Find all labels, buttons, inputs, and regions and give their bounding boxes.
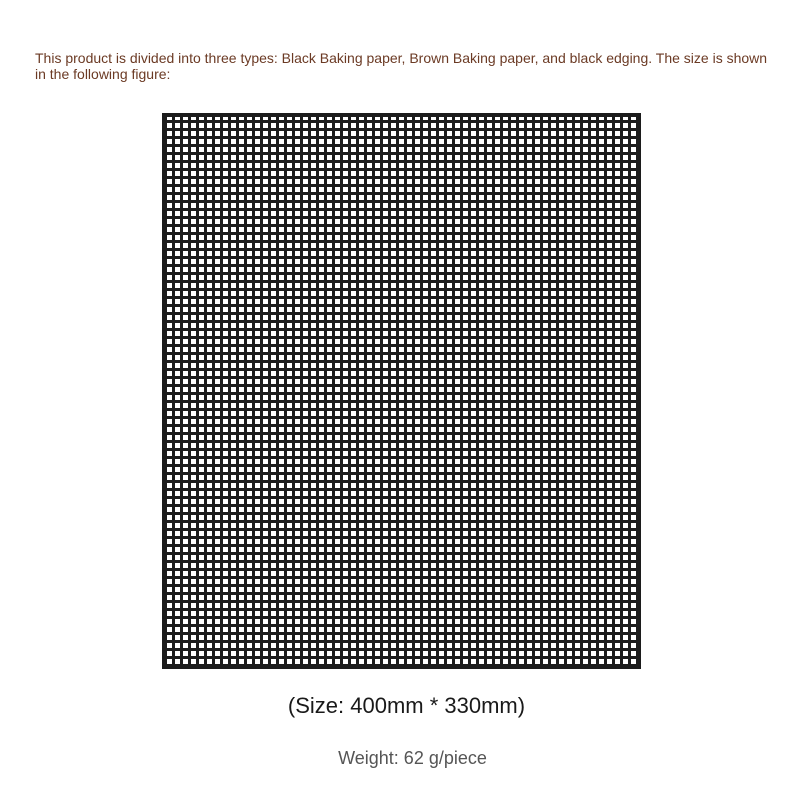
intro-text: This product is divided into three types: Black Baking paper, Brown Baking paper, and black edging. The size is shown in the following figure: bbox=[35, 50, 768, 82]
mesh-sheet-icon bbox=[162, 113, 641, 669]
size-label: (Size: 400mm * 330mm) bbox=[287, 693, 526, 718]
weight-label: Weight: 62 g/piece bbox=[338, 748, 487, 768]
